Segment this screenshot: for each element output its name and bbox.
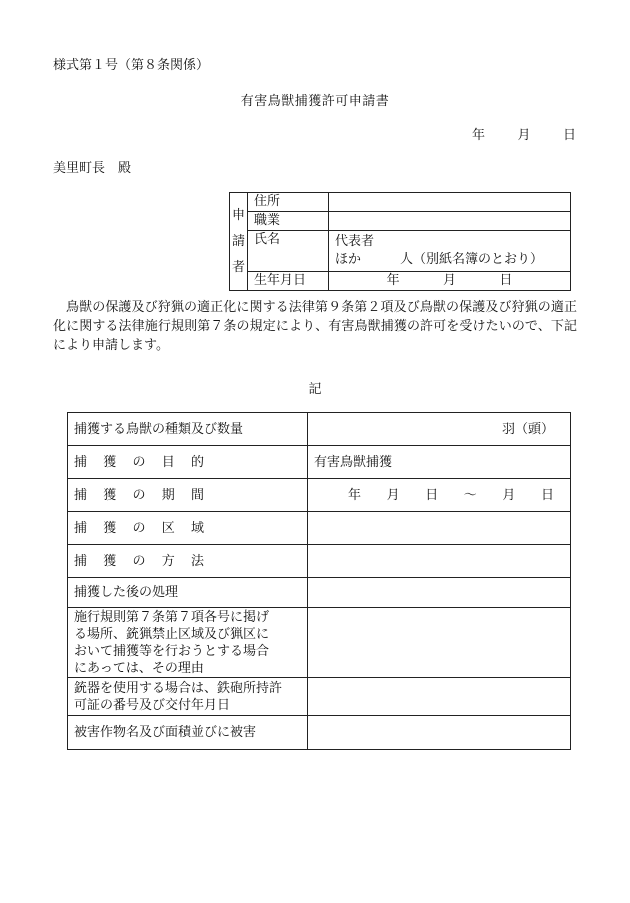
table-row xyxy=(68,578,571,608)
applicant-table xyxy=(229,192,571,291)
others-label: ほか 人（別紙名簿のとおり） xyxy=(335,252,544,267)
area-field[interactable] xyxy=(308,512,571,545)
address-field[interactable] xyxy=(329,193,571,212)
occupation-label: 職業 xyxy=(248,212,329,231)
details-table xyxy=(67,412,571,750)
damage-label: 被害作物名及び面積並びに被害 xyxy=(68,716,308,750)
date-month-unit: 月 xyxy=(517,128,531,143)
applicant-side-label: 申 請 者 xyxy=(230,193,248,291)
table-row xyxy=(68,512,571,545)
reason-label: 施行規則第７条第７項各号に掲げ る場所、銃猟禁止区域及び猟区に おいて捕獲等を行おうとする場合 にあっては、その理由 xyxy=(68,608,308,678)
ki-heading: 記 xyxy=(308,382,322,397)
table-row xyxy=(68,545,571,578)
species-label: 捕獲する鳥獣の種類及び数量 xyxy=(68,413,308,446)
period-field[interactable]: 年 月 日 ～ 月 日 xyxy=(308,479,571,512)
disposal-label: 捕獲した後の処理 xyxy=(68,578,308,608)
name-field[interactable] xyxy=(329,231,571,272)
species-field[interactable]: 羽（頭） xyxy=(308,413,571,446)
table-row xyxy=(68,716,571,750)
representative-label: 代表者 xyxy=(335,234,375,249)
date-year-unit: 年 xyxy=(472,128,486,143)
damage-field[interactable] xyxy=(308,716,571,750)
table-row xyxy=(68,413,571,446)
disposal-field[interactable] xyxy=(308,578,571,608)
application-statement: 鳥獣の保護及び狩猟の適正化に関する法律第９条第２項及び鳥獣の保護及び狩猟の適正化に関する法律施行規則第７条の規定により、有害鳥獣捕獲の許可を受けたいので、下記により申請します。 xyxy=(53,300,577,353)
purpose-label: 捕 獲 の 目 的 xyxy=(68,446,308,479)
application-date xyxy=(472,124,576,143)
purpose-field[interactable]: 有害鳥獣捕獲 xyxy=(308,446,571,479)
method-field[interactable] xyxy=(308,545,571,578)
name-label: 氏名 xyxy=(248,231,329,272)
birthdate-label: 生年月日 xyxy=(248,272,329,291)
period-label: 捕 獲 の 期 間 xyxy=(68,479,308,512)
table-row xyxy=(68,608,571,678)
area-label: 捕 獲 の 区 域 xyxy=(68,512,308,545)
occupation-field[interactable] xyxy=(329,212,571,231)
table-row xyxy=(68,446,571,479)
form-number: 様式第１号（第８条関係） xyxy=(53,58,210,73)
birthdate-field[interactable]: 年 月 日 xyxy=(329,272,571,291)
table-row xyxy=(68,479,571,512)
method-label: 捕 獲 の 方 法 xyxy=(68,545,308,578)
firearm-field[interactable] xyxy=(308,678,571,716)
document-title: 有害鳥獣捕獲許可申請書 xyxy=(240,94,390,109)
reason-field[interactable] xyxy=(308,608,571,678)
address-label: 住所 xyxy=(248,193,329,212)
date-day-unit: 日 xyxy=(562,128,576,143)
firearm-label: 銃器を使用する場合は、鉄砲所持許 可証の番号及び交付年月日 xyxy=(68,678,308,716)
table-row xyxy=(68,678,571,716)
addressee: 美里町長 殿 xyxy=(53,161,132,176)
